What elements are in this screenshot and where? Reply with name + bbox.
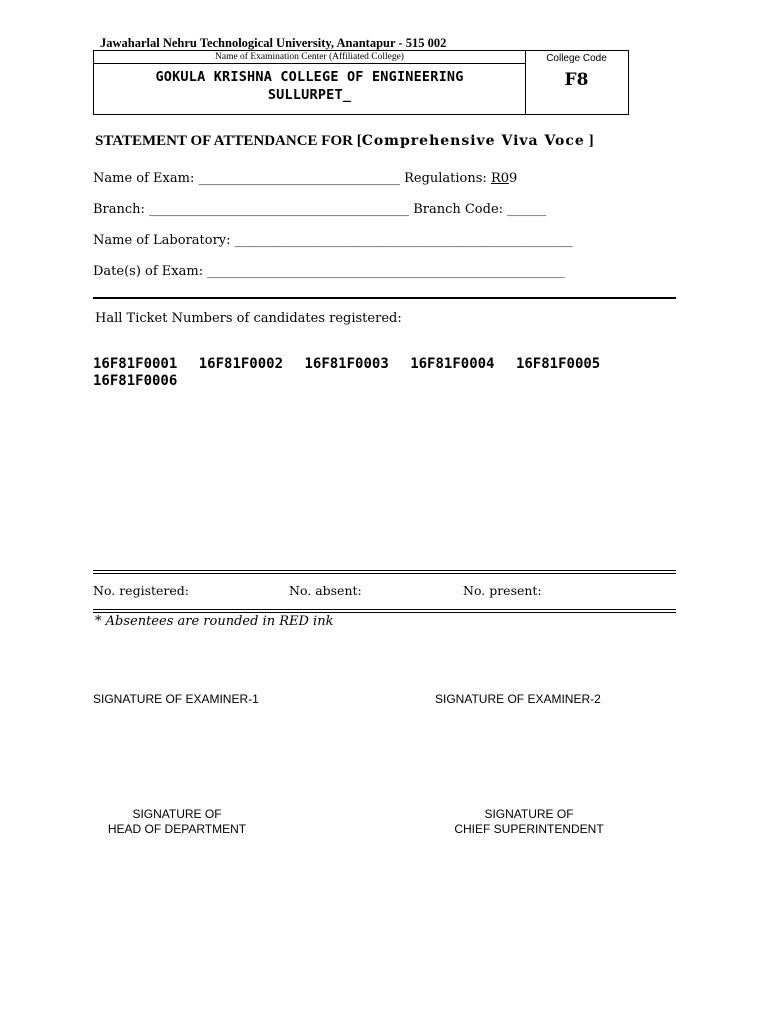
college-code-box xyxy=(525,50,629,115)
regulations-value: R0 xyxy=(490,171,510,186)
cs-signature-line1: SIGNATURE OF xyxy=(484,807,574,821)
cs-signature-line2: CHIEF SUPERINTENDENT xyxy=(454,822,604,836)
regulations-tail: 9 xyxy=(509,171,518,186)
college-name-line1: GOKULA KRISHNA COLLEGE OF ENGINEERING xyxy=(155,69,464,85)
branch-field: Branch: ________________________________________ Branch Code: ______ xyxy=(93,202,547,217)
college-code-value: F8 xyxy=(564,70,589,90)
counts-top-rule xyxy=(93,570,676,571)
examiner2-signature-label: SIGNATURE OF EXAMINER-2 xyxy=(435,692,601,706)
present-count-label: No. present: xyxy=(463,583,542,598)
hall-ticket-number: 16F81F0001 xyxy=(93,356,178,372)
statement-suffix: ] xyxy=(584,133,594,149)
college-code-label: College Code xyxy=(546,53,607,64)
hall-ticket-number: 16F81F0006 xyxy=(93,373,178,389)
hall-ticket-list xyxy=(93,356,713,390)
exam-center-divider xyxy=(94,63,525,64)
counts-bottom-rule xyxy=(93,609,676,610)
counts-bottom-rule-2 xyxy=(93,612,676,613)
exam-name-field xyxy=(93,171,517,186)
statement-title xyxy=(95,133,594,150)
exam-center-caption: Name of Examination Center (Affiliated College) xyxy=(215,52,404,62)
regulations-label: Regulations: xyxy=(404,171,491,186)
hall-ticket-number: 16F81F0002 xyxy=(198,356,284,372)
university-title: Jawaharlal Nehru Technological University, Anantapur - 515 002 xyxy=(100,36,447,50)
hall-ticket-label: Hall Ticket Numbers of candidates registered: xyxy=(95,311,402,326)
exam-name-label: Name of Exam: _______________________________ xyxy=(93,171,405,186)
laboratory-field: Name of Laboratory: ____________________________________________________ xyxy=(93,233,573,248)
chief-superintendent-signature-block xyxy=(438,807,620,837)
statement-prefix: STATEMENT OF ATTENDANCE FOR [ xyxy=(95,133,362,149)
absent-count-label: No. absent: xyxy=(289,583,362,598)
hod-signature-line2: HEAD OF DEPARTMENT xyxy=(107,822,247,836)
exam-type: Comprehensive Viva Voce xyxy=(361,133,585,149)
hod-signature-block xyxy=(96,807,258,837)
exam-dates-field: Date(s) of Exam: _______________________________________________________ xyxy=(93,264,565,279)
hall-ticket-number: 16F81F0003 xyxy=(304,356,389,372)
college-name-line2: SULLURPET_ xyxy=(267,87,352,103)
exam-center-box xyxy=(93,50,526,115)
hod-signature-line1: SIGNATURE OF xyxy=(132,807,222,821)
college-name xyxy=(94,68,525,104)
hall-ticket-number: 16F81F0004 xyxy=(410,356,495,372)
hall-ticket-number: 16F81F0005 xyxy=(515,356,601,372)
section-divider xyxy=(93,297,676,299)
absentee-note: * Absentees are rounded in RED ink xyxy=(95,614,334,629)
registered-count-label: No. registered: xyxy=(93,583,189,598)
examiner1-signature-label: SIGNATURE OF EXAMINER-1 xyxy=(93,692,259,706)
counts-top-rule-2 xyxy=(93,573,676,574)
